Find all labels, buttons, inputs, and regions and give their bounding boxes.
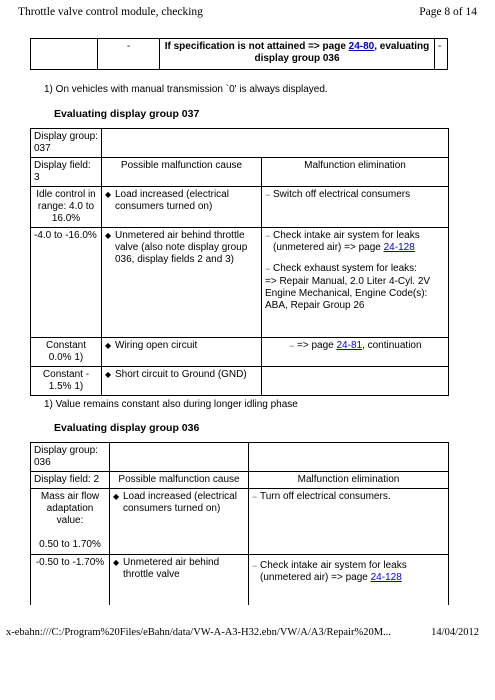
field-constant-zero: Constant 0.0% 1)	[31, 338, 102, 367]
heading-group-037: Evaluating display group 037	[54, 108, 200, 120]
field-negative-range: -0.50 to -1.70%	[31, 555, 110, 605]
dash-cell: -	[98, 39, 160, 70]
fix-switch-off: Switch off electrical consumers	[273, 189, 411, 200]
table-group-036	[30, 442, 449, 605]
col-header-field: Display field: 2	[31, 472, 110, 489]
link-24-81[interactable]: 24-81	[336, 340, 363, 351]
field-negative-range: -4.0 to -16.0%	[31, 228, 102, 338]
bullet-icon: ◆	[105, 190, 112, 199]
document-title: Throttle valve control module, checking	[18, 6, 203, 18]
cause-load-increased: Load increased (electrical consumers turned on)	[115, 189, 229, 212]
bullet-icon: ◆	[105, 231, 112, 240]
spec-not-attained-cell: If specification is not attained => page 24-80, evaluating display group 036	[160, 39, 435, 70]
fix-repair-manual: => Repair Manual, 2.0 Liter 4-Cyl. 2V Engine Mechanical, Engine Code(s): ABA, Repair Group 26	[265, 276, 431, 311]
document-path: x-ebahn:///C:/Program%20Files/eBahn/data/VW-A-A3-H32.ebn/VW/A/A3/Repair%20M...	[6, 627, 391, 638]
fix-check-intake: Check intake air system for leaks (unmetered air) => page 24-128	[273, 230, 420, 253]
col-header-field: Display field: 3	[31, 158, 102, 187]
table-group-037	[30, 128, 449, 396]
dash-icon: −	[289, 341, 295, 351]
footnote-idling-phase: 1) Value remains constant also during longer idling phase	[44, 399, 298, 410]
fix-check-exhaust: Check exhaust system for leaks:	[273, 263, 417, 274]
fix-turn-off: Turn off electrical consumers.	[260, 491, 391, 502]
page-header	[18, 6, 477, 18]
col-header-fix: Malfunction elimination	[262, 158, 449, 187]
field-constant-negative: Constant - 1.5% 1)	[31, 367, 102, 396]
page-footer	[6, 627, 489, 638]
cause-short-circuit: Short circuit to Ground (GND)	[115, 369, 247, 380]
field-mass-air-flow: Mass air flow adaptation value: 0.50 to 1.70%	[31, 489, 110, 555]
group-label-cell: Display group: 037	[31, 129, 102, 158]
dash-icon: −	[265, 264, 271, 274]
col-header-cause: Possible malfunction cause	[110, 472, 249, 489]
link-24-128[interactable]: 24-128	[370, 572, 402, 583]
link-24-128[interactable]: 24-128	[383, 242, 415, 253]
cause-unmetered-air: Unmetered air behind throttle valve (also note display group 036, display fields 2 and 3)	[115, 230, 248, 265]
cause-load-increased: Load increased (electrical consumers turned on)	[123, 491, 237, 514]
fix-check-intake: Check intake air system for leaks (unmetered air) => page 24-128	[260, 560, 407, 583]
link-24-80[interactable]: 24-80	[348, 41, 375, 52]
fix-page-24-81: => page 24-81, continuation	[297, 340, 422, 351]
heading-group-036: Evaluating display group 036	[54, 422, 200, 434]
dash-icon: −	[265, 231, 271, 241]
cause-open-circuit: Wiring open circuit	[115, 340, 198, 351]
col-header-cause: Possible malfunction cause	[102, 158, 262, 187]
col-header-fix: Malfunction elimination	[249, 472, 449, 489]
dash-icon: −	[252, 492, 258, 502]
bullet-icon: ◆	[113, 492, 120, 501]
dash-icon: −	[265, 190, 271, 200]
cause-unmetered-air: Unmetered air behind throttle valve	[123, 557, 220, 580]
bullet-icon: ◆	[105, 341, 112, 350]
group-label-cell: Display group: 036	[31, 443, 110, 472]
dash-icon: −	[252, 561, 258, 571]
field-idle-control: Idle control in range: 4.0 to 16.0%	[31, 187, 102, 228]
page-number: Page 8 of 14	[419, 6, 477, 18]
bullet-icon: ◆	[113, 558, 120, 567]
print-date: 14/04/2012	[431, 627, 479, 638]
footnote-manual-transmission: 1) On vehicles with manual transmission `0' is always displayed.	[44, 84, 328, 95]
continuation-table: - If specification is not attained => page 24-80, evaluating display group 036 -	[30, 38, 448, 70]
bullet-icon: ◆	[105, 370, 112, 379]
